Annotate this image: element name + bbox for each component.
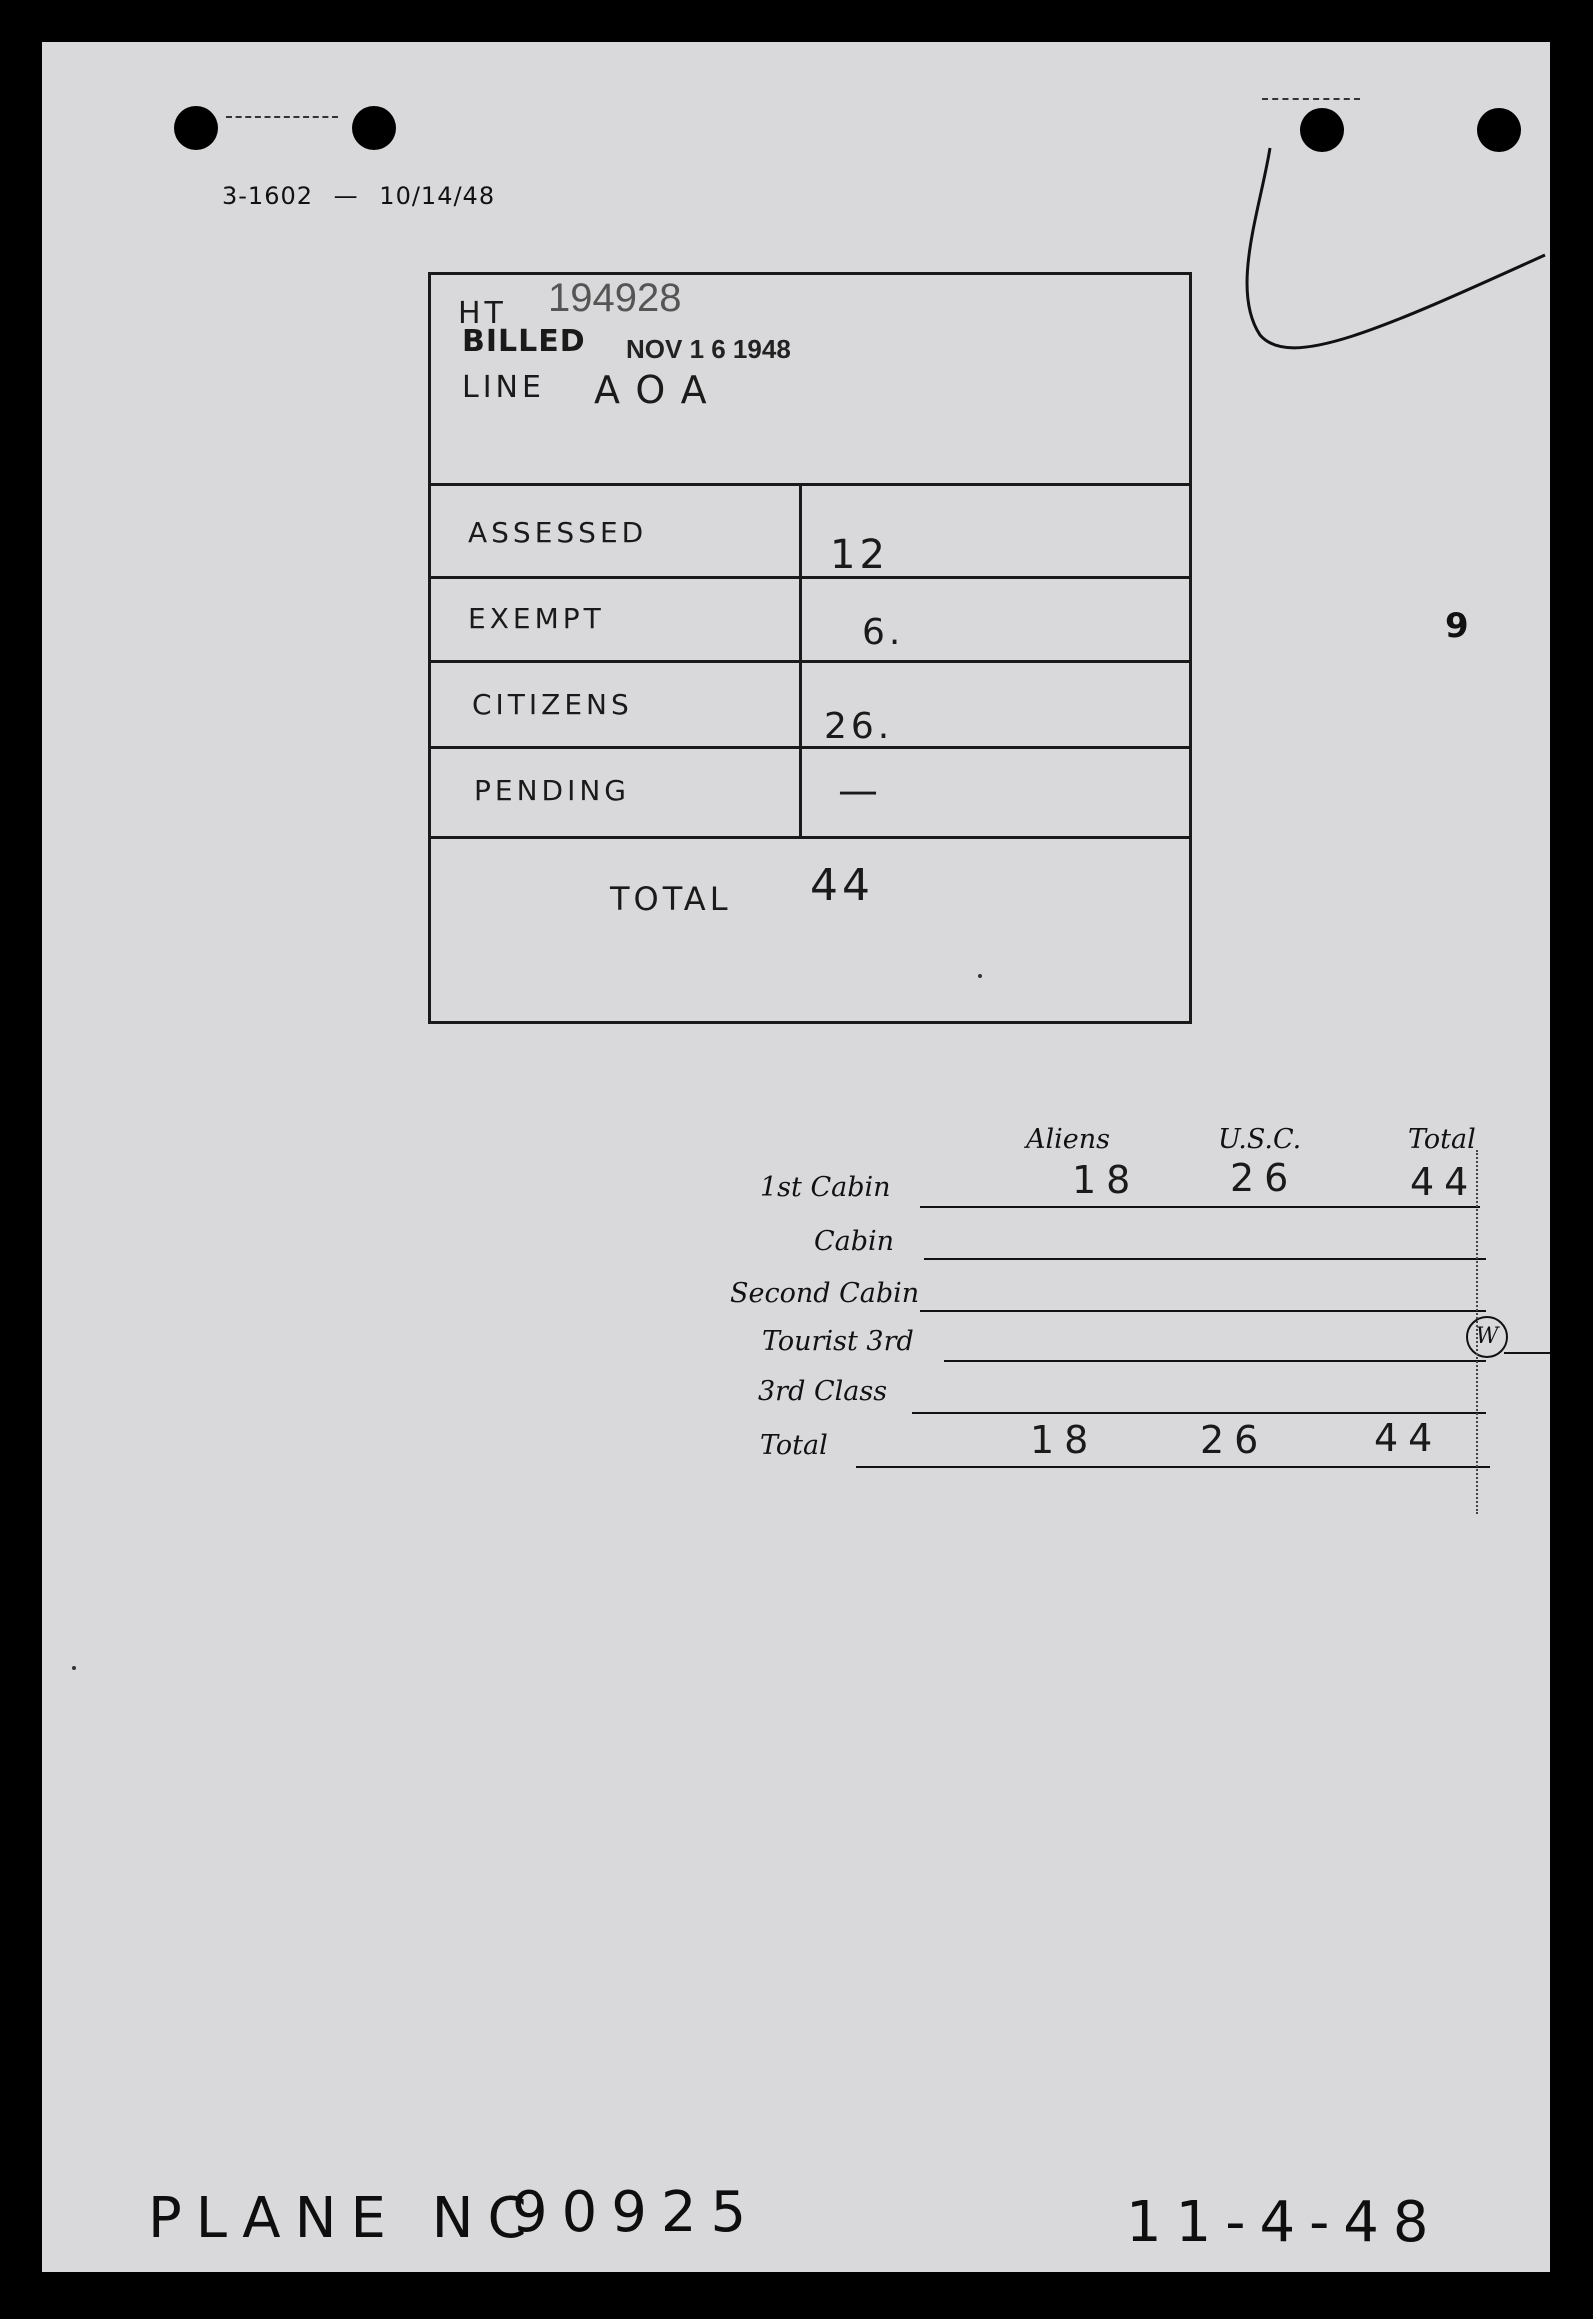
row-label-tourist-3rd: Tourist 3rd [762,1326,914,1357]
margin-dotted-line [1476,1150,1478,1514]
row-rule-tourist-3rd [944,1360,1486,1362]
row-total-total: 44 [1374,1416,1443,1460]
count-label-assessed: ASSESSED [468,516,648,549]
count-label-exempt: EXEMPT [468,602,605,635]
footer-date: 11-4-48 [1126,2190,1443,2255]
count-label-citizens: CITIZENS [472,688,633,721]
page-number: 9 [1445,606,1469,646]
count-value-citizens: 26. [824,706,894,747]
row-label-1st-cabin: 1st Cabin [760,1172,891,1203]
punch-hole-left-1 [174,106,218,150]
plane-label: PLANE NC [148,2186,541,2251]
row-label-cabin: Cabin [814,1226,895,1257]
pen-stroke-top-right [1230,140,1550,370]
reference-separator: — [333,182,359,210]
row-label-total: Total [760,1430,828,1461]
line-label: LINE [462,370,545,405]
billed-date: NOV 1 6 1948 [626,334,791,364]
row-label-3rd-class: 3rd Class [758,1376,888,1407]
stamp-divider-total [430,836,1190,839]
row-rule-1st-cabin [920,1206,1480,1208]
plane-number: 90925 [512,2180,761,2245]
stamp-divider-row3 [430,746,1190,749]
stray-dot-left [72,1666,76,1670]
top-dash-mark-right [1262,98,1360,102]
column-header-total: Total [1408,1124,1476,1155]
count-value-assessed: 12 [830,532,889,578]
billed-label: BILLED [462,324,586,359]
circled-mark-letter: W [1475,1324,1499,1349]
top-dash-mark [226,116,338,120]
row-rule-total [856,1466,1490,1468]
row-total-1st-cabin: 44 [1410,1160,1479,1204]
reference-number: 3-1602 [222,182,314,210]
stamp-divider-header [430,483,1190,486]
line-value: AOA [594,368,723,412]
count-value-exempt: 6. [862,612,905,653]
row-rule-second-cabin [920,1310,1486,1312]
row-rule-cabin [924,1258,1486,1260]
reference-date: 10/14/48 [379,182,496,210]
total-value: 44 [810,860,874,911]
row-aliens-1st-cabin: 18 [1072,1158,1141,1202]
row-rule-3rd-class [912,1412,1486,1414]
column-header-usc: U.S.C. [1218,1124,1302,1155]
count-label-pending: PENDING [474,774,630,807]
total-label: TOTAL [610,880,732,918]
row-usc-1st-cabin: 26 [1230,1156,1299,1200]
row-label-second-cabin: Second Cabin [730,1278,920,1309]
stamp-divider-row2 [430,660,1190,663]
stray-dot [978,974,982,978]
row-usc-total: 26 [1200,1418,1269,1462]
punch-hole-left-2 [352,106,396,150]
count-value-pending: — [838,768,882,814]
ht-number: 194928 [548,276,682,320]
column-header-aliens: Aliens [1026,1124,1110,1155]
circled-mark [1466,1316,1508,1358]
ht-label: HT [458,296,507,331]
stamp-divider-row1 [430,576,1190,579]
stamp-column-divider [799,486,802,838]
circled-mark-tail [1504,1352,1550,1354]
row-aliens-total: 18 [1030,1418,1099,1462]
document-reference [222,182,495,210]
